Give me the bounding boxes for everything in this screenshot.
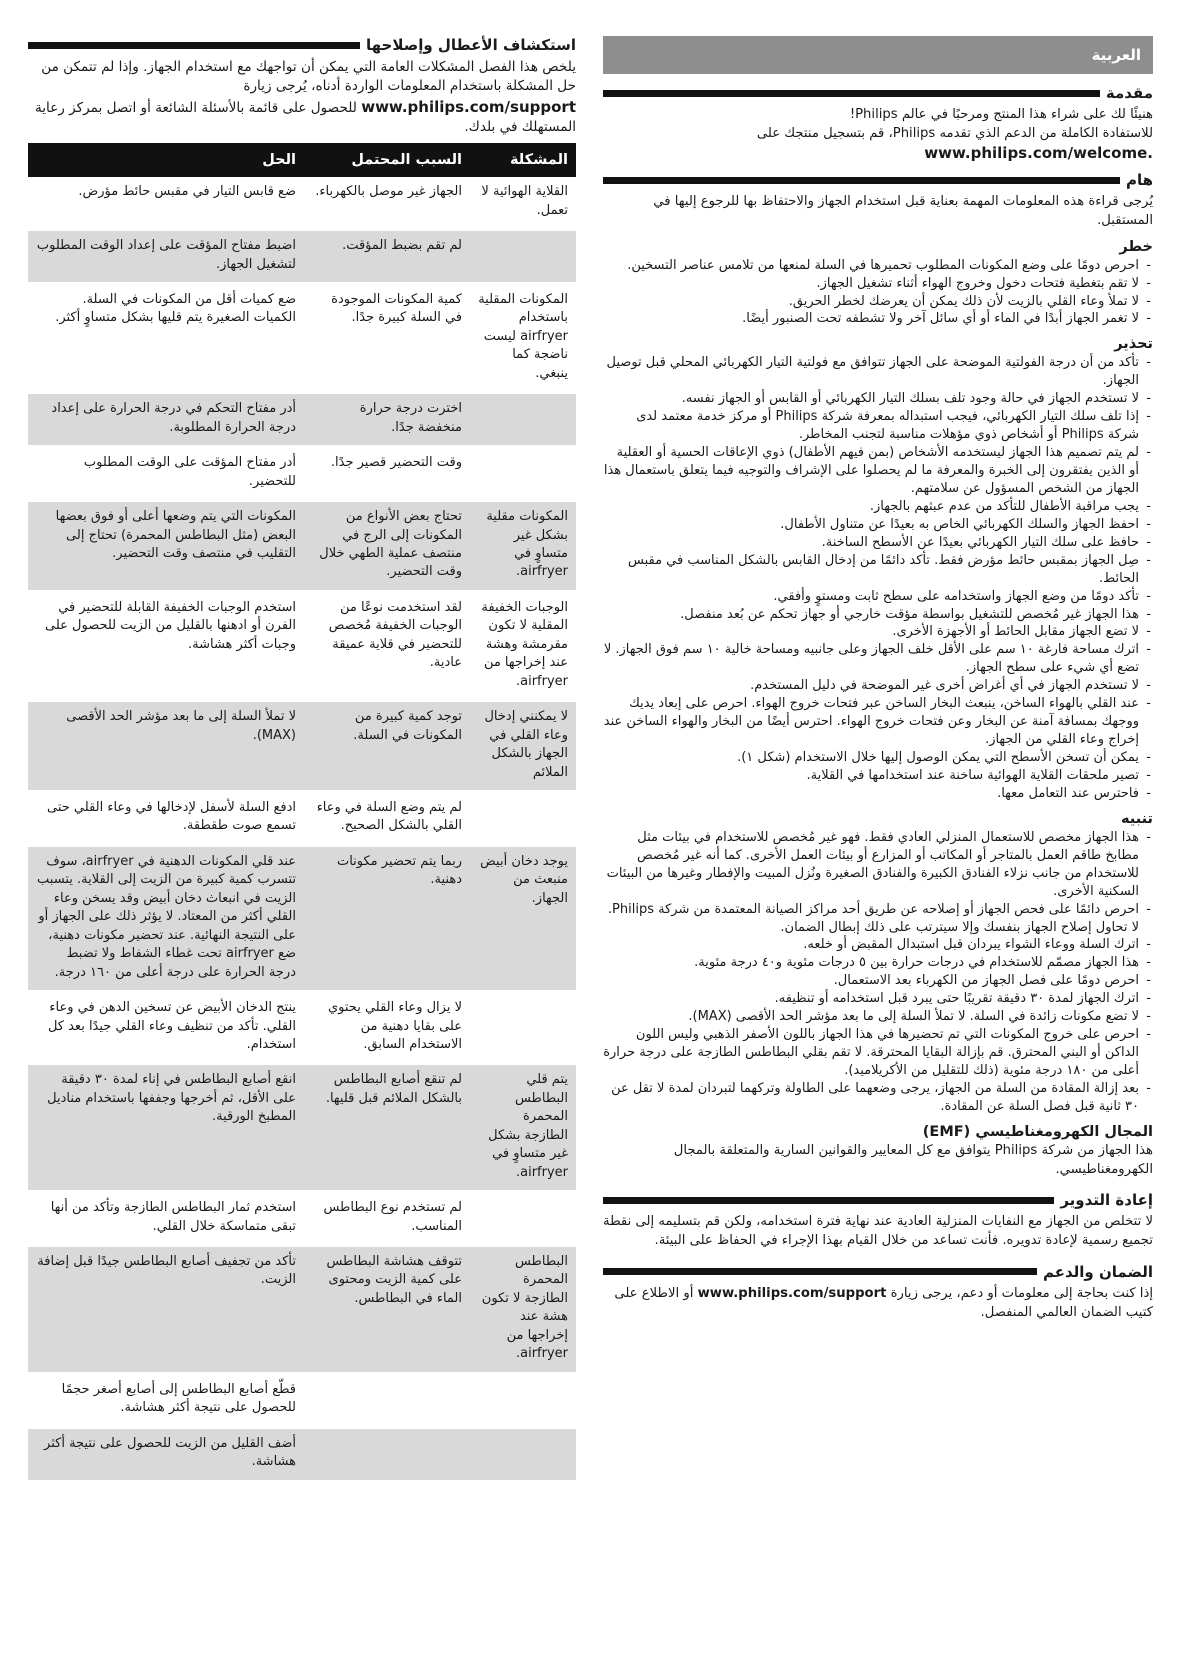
- list-item: - هذا الجهاز مصمّم للاستخدام في درجات حرارة بين ٥ درجات مئوية و٤٠ درجة مئوية.: [603, 954, 1139, 972]
- cell-cause: لم تنقع أصابع البطاطس بالشكل الملائم قبل قليها.: [304, 1064, 470, 1192]
- table-row: [28, 791, 576, 845]
- cell-solution: ينتج الدخان الأبيض عن تسخين الدهن في وعاء القلي. تأكد من تنظيف وعاء القلي جيدًا بعد كل استخدام.: [28, 992, 304, 1064]
- danger-list: [603, 257, 1153, 329]
- caution-list: [603, 829, 1153, 1116]
- cell-solution: أضف القليل من الزيت للحصول على نتيجة أكثر هشاشة.: [28, 1427, 304, 1481]
- guarantee-heading: [603, 1263, 1153, 1281]
- list-item: - بعد إزالة المقادة من السلة من الجهاز، يرجى وضعهما على الطاولة وتركهما لتبردان لمدة لا تقل عن ٣٠ ثانية قبل فصل السلة عن المقادة.: [603, 1080, 1139, 1116]
- cell-solution: المكونات التي يتم وضعها أعلى أو فوق بعضها البعض (مثل البطاطس المحمرة) تحتاج إلى التقليب في منتصف وقت التحضير.: [28, 501, 304, 592]
- cell-cause: توجد كمية كبيرة من المكونات في السلة.: [304, 701, 470, 792]
- cell-problem: [470, 791, 576, 845]
- heading-rule: [603, 90, 1100, 97]
- warning-title: تحذير: [1114, 336, 1153, 353]
- cell-solution: استخدم ثمار البطاطس الطازجة وتأكد من أنها تبقى متماسكة خلال القلي.: [28, 1192, 304, 1246]
- table-row: [28, 1427, 576, 1481]
- list-item: - احرص دومًا على وضع المكونات المطلوب تحميرها في السلة لمنعها من تلامس عناصر التسخين.: [603, 257, 1139, 275]
- list-item: - اترك السلة ووعاء الشواء يبردان قبل استبدال المقبض أو خلعه.: [603, 936, 1139, 954]
- list-item: - حافظ على سلك التيار الكهربائي بعيدًا عن الأسطح الساخنة.: [603, 534, 1139, 552]
- cell-problem: [470, 230, 576, 284]
- support-link[interactable]: www.philips.com/support: [361, 97, 576, 116]
- warning-list: [603, 354, 1153, 802]
- heading-rule: [28, 42, 360, 49]
- table-row: [28, 992, 576, 1064]
- language-tab: العربية: [603, 36, 1153, 74]
- troubleshooting-intro: [28, 58, 576, 137]
- list-item: - احرص على خروج المكونات التي تم تحضيرها في هذا الجهاز باللون الأصفر الذهبي وليس اللون الداكن أو البني المحترق. قم بإزالة البقايا المحترقة. لا تقم بقلي البطاطس الطازجة على درجة حرارة أعلى من ١٨٠ درجة مئوية (ذلك للتقليل من الأكريلاميد).: [603, 1026, 1139, 1080]
- emf-paragraph: هذا الجهاز من شركة Philips يتوافق مع كل المعايير والقوانين السارية والمتعلقة بالمجال الكهرومغناطيسي.: [673, 1142, 1153, 1177]
- list-item: - صِل الجهاز بمقبس حائط مؤرض فقط. تأكد دائمًا من إدخال القابس بالشكل المناسب في مقبس الحائط.: [603, 552, 1139, 588]
- cell-problem: [470, 393, 576, 447]
- cell-solution: انقع أصابع البطاطس في إناء لمدة ٣٠ دقيقة على الأقل، ثم أخرجها وجففها باستخدام مناديل المطبخ الورقية.: [28, 1064, 304, 1192]
- cell-cause: كمية المكونات الموجودة في السلة كبيرة جدًا.: [304, 284, 470, 393]
- table-row: [28, 591, 576, 700]
- cell-solution: عند قلي المكونات الدهنية في airfryer، سوف تتسرب كمية كبيرة من الزيت إلى القلاية. يتسبب الزيت في انبعاث دخان أبيض وقد يسخن وعاء القلي أكثر من المعتاد. لا يؤثر ذلك على الجهاز أو على النتيجة النهائية. عند تحضير مكونات دهنية، ضع airfryer تحت غطاء الشفاط ولا تضبط درجة الحرارة على درجة أعلى من ١٦٠ درجة.: [28, 845, 304, 991]
- cell-solution: قطّع أصابع البطاطس إلى أصابع أصغر حجمًا للحصول على نتيجة أكثر هشاشة.: [28, 1373, 304, 1427]
- intro-line-2: للاستفادة الكاملة من الدعم الذي تقدمه Philips، قم بتسجيل منتجك على: [756, 125, 1153, 141]
- troubleshooting-title: استكشاف الأعطال وإصلاحها: [365, 36, 576, 54]
- cell-cause: لقد استخدمت نوعًا من الوجبات الخفيفة مُخصص للتحضير في قلاية عميقة عادية.: [304, 591, 470, 700]
- table-row: [28, 284, 576, 393]
- cell-cause: لم تقم بضبط المؤقت.: [304, 230, 470, 284]
- cell-solution: تأكد من تجفيف أصابع البطاطس جيدًا قبل إضافة الزيت.: [28, 1246, 304, 1374]
- list-item: - لا تضع مكونات زائدة في السلة. لا تملأ السلة إلى ما بعد مؤشر الحد الأقصى (MAX).: [603, 1008, 1139, 1026]
- emf-title: المجال الكهرومغناطيسي (EMF): [922, 1123, 1153, 1140]
- list-item: - تأكد من أن درجة الفولتية الموضحة على الجهاز تتوافق مع فولتية التيار الكهربائي المحلي قبل توصيل الجهاز.: [603, 354, 1139, 390]
- table-row: [28, 447, 576, 501]
- caution-title: تنبيه: [1121, 810, 1153, 827]
- list-item: - إذا تلف سلك التيار الكهربائي، فيجب استبداله بمعرفة شركة Philips أو مركز خدمة معتمد لدى شركة Philips أو أشخاص ذوي مؤهلات مناسبة لتجنب المخاطر.: [603, 408, 1139, 444]
- list-item: - لم يتم تصميم هذا الجهاز ليستخدمه الأشخاص (بمن فيهم الأطفال) ذوي الإعاقات الحسية أو العقلية أو الذين يفتقرون إلى الخبرة والمعرفة ما لم يحصلوا على الإشراف والتوجيه فيما يتعلق باستعمال هذا الجهاز من الشخص المسؤول عن سلامتهم.: [603, 444, 1139, 498]
- recycling-heading: [603, 1191, 1153, 1209]
- cell-problem: [470, 992, 576, 1064]
- intro-line-1: هنيئًا لك على شراء هذا المنتج ومرحبًا في عالم Philips!: [849, 107, 1153, 122]
- header-solution: الحل: [28, 143, 304, 177]
- cell-cause: لا يزال وعاء القلي يحتوي على بقايا دهنية من الاستخدام السابق.: [304, 992, 470, 1064]
- cell-solution: استخدم الوجبات الخفيفة القابلة للتحضير في الفرن أو ادهنها بالقليل من الزيت للحصول على وجبات أكثر هشاشة.: [28, 591, 304, 700]
- list-item: - هذا الجهاز مخصص للاستعمال المنزلي العادي فقط. فهو غير مُخصص للاستخدام في بيئات مثل مطابخ طاقم العمل بالمتاجر أو المكاتب أو المزارع أو بيئات العمل الأخرى. كما أنه غير مُخصص للاستخدام من جانب نزلاء الفنادق الكبيرة والفنادق الصغيرة ونُزل المبيت والإفطار وغيرها من البيئات السكنية الأخرى.: [603, 829, 1139, 901]
- cell-cause: لم تستخدم نوع البطاطس المناسب.: [304, 1192, 470, 1246]
- cell-problem: الوجبات الخفيفة المقلية لا تكون مقرمشة وهشة عند إخراجها من airfryer.: [470, 591, 576, 700]
- heading-rule: [603, 1197, 1054, 1204]
- cell-cause: اخترت درجة حرارة منخفضة جدًا.: [304, 393, 470, 447]
- intro-paragraph: [603, 106, 1153, 165]
- list-item: - اترك الجهاز لمدة ٣٠ دقيقة تقريبًا حتى يبرد قبل استخدامه أو تنظيفه.: [603, 990, 1139, 1008]
- table-row: [28, 177, 576, 229]
- cell-problem: المكونات مقلية بشكل غير متساوٍ في airfryer.: [470, 501, 576, 592]
- list-item: - لا تضع الجهاز مقابل الحائط أو الأجهزة الأخرى.: [603, 623, 1139, 641]
- troubleshooting-intro-b: للحصول على قائمة بالأسئلة الشائعة أو اتصل بمركز رعاية المستهلك في بلدك.: [34, 99, 576, 135]
- right-column: [603, 36, 1153, 1328]
- list-item: - تأكد دومًا من وضع الجهاز واستخدامه على سطح ثابت ومستوٍ وأفقي.: [603, 588, 1139, 606]
- intro-heading: [603, 84, 1153, 102]
- table-row: [28, 393, 576, 447]
- cell-problem: القلاية الهوائية لا تعمل.: [470, 177, 576, 229]
- cell-problem: لا يمكنني إدخال وعاء القلي في الجهاز بالشكل الملائم: [470, 701, 576, 792]
- table-row: [28, 1373, 576, 1427]
- table-row: [28, 501, 576, 592]
- cell-solution: أدر مفتاح التحكم في درجة الحرارة على إعداد درجة الحرارة المطلوبة.: [28, 393, 304, 447]
- cell-solution: ادفع السلة لأسفل لإدخالها في وعاء القلي حتى تسمع صوت طقطقة.: [28, 791, 304, 845]
- cell-solution: ضع قابس التيار في مقبس حائط مؤرض.: [28, 177, 304, 229]
- cell-cause: الجهاز غير موصل بالكهرباء.: [304, 177, 470, 229]
- intro-title: مقدمة: [1105, 84, 1153, 102]
- list-item: - تصير ملحقات القلاية الهوائية ساخنة عند استخدامها في القلاية.: [603, 767, 1139, 785]
- list-item: - فاحترس عند التعامل معها.: [603, 785, 1139, 803]
- heading-rule: [603, 1268, 1037, 1275]
- guarantee-title: الضمان والدعم: [1042, 1262, 1153, 1281]
- cell-solution: اضبط مفتاح المؤقت على إعداد الوقت المطلوب لتشغيل الجهاز.: [28, 230, 304, 284]
- cell-problem: البطاطس المحمرة الطازجة لا تكون هشة عند إخراجها من airfryer.: [470, 1246, 576, 1374]
- list-item: - لا تستخدم الجهاز في أي أغراض أخرى غير الموضحة في دليل المستخدم.: [603, 677, 1139, 695]
- cell-cause: وقت التحضير قصير جدًا.: [304, 447, 470, 501]
- support-link[interactable]: www.philips.com/support: [697, 1285, 887, 1301]
- list-item: - هذا الجهاز غير مُخصص للتشغيل بواسطة مؤقت خارجي أو جهاز تحكم عن بُعد منفصل.: [603, 606, 1139, 624]
- table-header-row: [28, 143, 576, 177]
- header-cause: السبب المحتمل: [304, 143, 470, 177]
- troubleshooting-table: [28, 143, 576, 1482]
- danger-title: خطر: [1119, 238, 1153, 255]
- cell-cause: تحتاج بعض الأنواع من المكونات إلى الرج في منتصف عملية الطهي خلال وقت التحضير.: [304, 501, 470, 592]
- list-item: - لا تغمر الجهاز أبدًا في الماء أو أي سائل آخر ولا تشطفه تحت الصنبور أيضًا.: [603, 310, 1139, 328]
- guarantee-text-b: أو الاطلاع على كتيب الضمان العالمي المنفصل.: [614, 1285, 1153, 1320]
- cell-solution: ضع كميات أقل من المكونات في السلة. الكميات الصغيرة يتم قليها بشكل متساوٍ أكثر.: [28, 284, 304, 393]
- cell-problem: [470, 447, 576, 501]
- cell-solution: لا تملأ السلة إلى ما بعد مؤشر الحد الأقصى (MAX).: [28, 701, 304, 792]
- list-item: - يمكن أن تسخن الأسطح التي يمكن الوصول إليها خلال الاستخدام (شكل ١).: [603, 749, 1139, 767]
- table-body: [28, 177, 576, 1481]
- cell-cause: لم يتم وضع السلة في وعاء القلي بالشكل الصحيح.: [304, 791, 470, 845]
- table-row: [28, 1064, 576, 1192]
- cell-solution: أدر مفتاح المؤقت على الوقت المطلوب للتحضير.: [28, 447, 304, 501]
- list-item: - اترك مساحة فارغة ١٠ سم على الأقل خلف الجهاز وعلى جانبيه ومساحة خالية ١٠ سم فوق الجهاز. لا تضع أي شيء على سطح الجهاز.: [603, 641, 1139, 677]
- table-row: [28, 1246, 576, 1374]
- recycling-paragraph: لا تتخلص من الجهاز مع النفايات المنزلية العادية عند نهاية فترة استخدامه، ولكن قم بتسليمه إلى نقطة تجميع رسمية لإعادة تدويره. فأنت تساعد من خلال القيام بهذا الإجراء في الحفاظ على البيئة.: [603, 1214, 1153, 1249]
- cell-problem: [470, 1427, 576, 1481]
- cell-cause: ربما يتم تحضير مكونات دهنية.: [304, 845, 470, 991]
- guarantee-text-a: إذا كنت بحاجة إلى معلومات أو دعم، يرجى زيارة: [890, 1285, 1153, 1301]
- list-item: - احرص دومًا على فصل الجهاز من الكهرباء بعد الاستعمال.: [603, 972, 1139, 990]
- troubleshooting-intro-a: يلخص هذا الفصل المشكلات العامة التي يمكن أن تواجهك مع استخدام الجهاز. وإذا لم تتمكن من حل المشكلة باستخدام المعلومات الواردة أدناه، يُرجى زيارة: [41, 59, 576, 95]
- cell-problem: المكونات المقلية باستخدام airfryer ليست ناضجة كما ينبغي.: [470, 284, 576, 393]
- cell-problem: يتم قلي البطاطس المحمرة الطازجة بشكل غير متساوٍ في airfryer.: [470, 1064, 576, 1192]
- header-problem: المشكلة: [470, 143, 576, 177]
- list-item: - احرص دائمًا على فحص الجهاز أو إصلاحه عن طريق أحد مراكز الصيانة المعتمدة من شركة Philips. لا تحاول إصلاح الجهاز بنفسك وإلا سيترتب على ذلك إبطال الضمان.: [603, 901, 1139, 937]
- guarantee-paragraph: [603, 1285, 1153, 1322]
- table-row: [28, 701, 576, 792]
- table-row: [28, 845, 576, 991]
- troubleshooting-heading: [28, 36, 576, 54]
- list-item: - لا تملأ وعاء القلي بالزيت لأن ذلك يمكن أن يعرضك لخطر الحريق.: [603, 293, 1139, 311]
- list-item: - لا تقم بتغطية فتحات دخول وخروج الهواء أثناء تشغيل الجهاز.: [603, 275, 1139, 293]
- cell-cause: [304, 1427, 470, 1481]
- cell-problem: يوجد دخان أبيض منبعث من الجهاز.: [470, 845, 576, 991]
- list-item: - يجب مراقبة الأطفال للتأكد من عدم عبثهم بالجهاز.: [603, 498, 1139, 516]
- cell-problem: [470, 1192, 576, 1246]
- important-paragraph: يُرجى قراءة هذه المعلومات المهمة بعناية قبل استخدام الجهاز والاحتفاظ بها للرجوع إليها في المستقبل.: [653, 194, 1153, 228]
- table-row: [28, 1192, 576, 1246]
- left-column: [28, 36, 576, 1483]
- cell-problem: [470, 1373, 576, 1427]
- heading-rule: [603, 177, 1120, 184]
- list-item: - عند القلي بالهواء الساخن، ينبعث البخار الساخن عبر فتحات خروج الهواء. احرص على إبعاد يديك ووجهك بمسافة آمنة عن البخار وعن فتحات خروج الهواء. احترس أيضًا من البخار والهواء الساخن عند إخراج وعاء القلي من الجهاز.: [603, 695, 1139, 749]
- list-item: - احفظ الجهاز والسلك الكهربائي الخاص به بعيدًا عن متناول الأطفال.: [603, 516, 1139, 534]
- recycling-title: إعادة التدوير: [1060, 1191, 1153, 1210]
- list-item: - لا تستخدم الجهاز في حالة وجود تلف بسلك التيار الكهربائي أو القابس أو الجهاز نفسه.: [603, 390, 1139, 408]
- cell-cause: [304, 1373, 470, 1427]
- welcome-link[interactable]: www.philips.com/welcome.: [924, 144, 1153, 163]
- cell-cause: تتوقف هشاشة البطاطس على كمية الزيت ومحتوى الماء في البطاطس.: [304, 1246, 470, 1374]
- important-heading: [603, 171, 1153, 189]
- important-title: هام: [1125, 171, 1153, 190]
- table-row: [28, 230, 576, 284]
